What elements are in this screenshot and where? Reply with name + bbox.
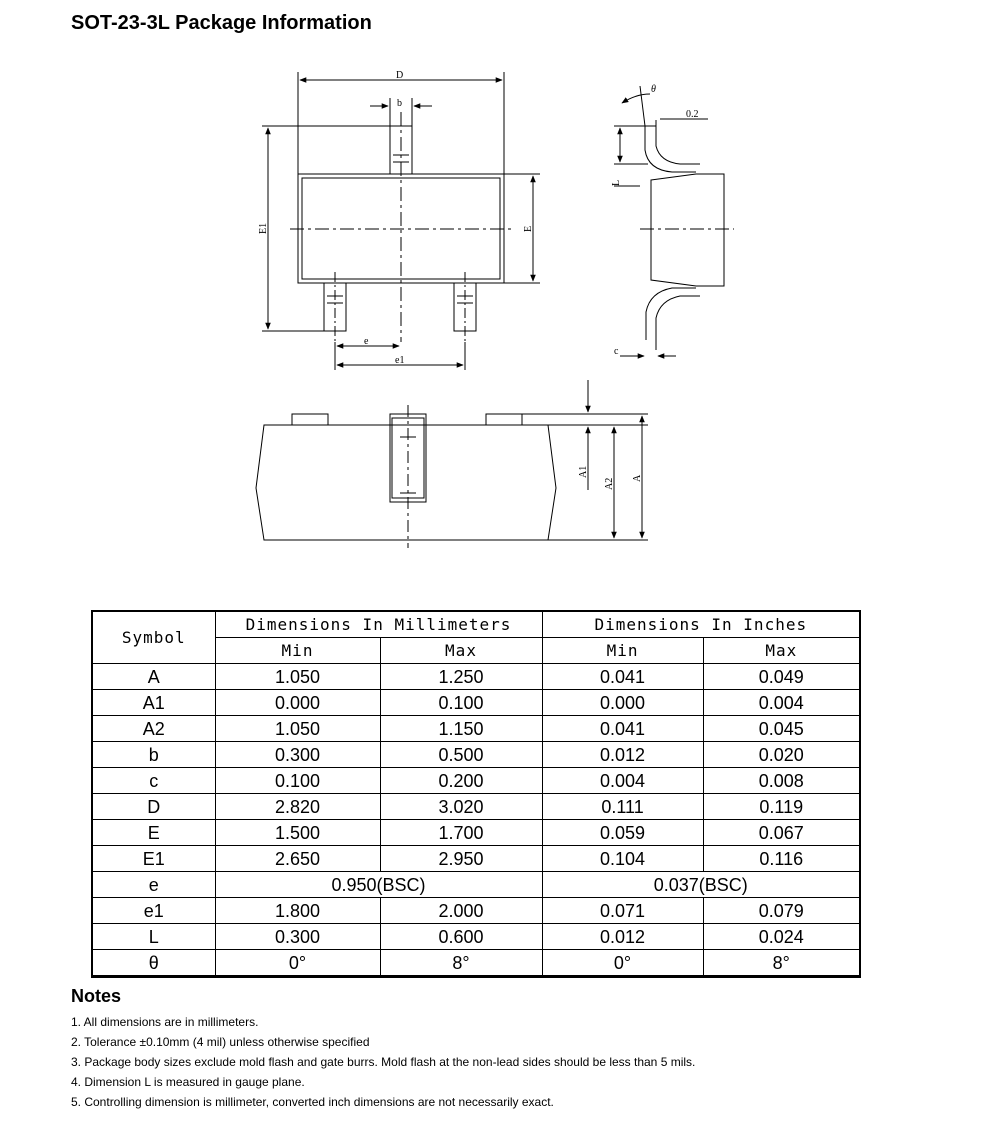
label-theta: θ <box>651 84 656 95</box>
cell-in-min: 0.059 <box>542 820 703 846</box>
cell-in-max: 0.024 <box>703 924 860 950</box>
cell-symbol: A <box>92 664 215 690</box>
label-e1: e1 <box>395 355 405 366</box>
cell-symbol: E1 <box>92 846 215 872</box>
header-mm-max: Max <box>380 638 542 664</box>
table-row <box>92 768 860 794</box>
note-item: 1. All dimensions are in millimeters. <box>71 1015 259 1029</box>
label-L: L <box>611 179 622 186</box>
header-in-min: Min <box>542 638 703 664</box>
cell-mm-min: 0.100 <box>215 768 380 794</box>
notes-list <box>71 1012 695 1112</box>
cell-in-max: 0.045 <box>703 716 860 742</box>
front-view <box>256 380 648 548</box>
table-row <box>92 846 860 872</box>
cell-in-max: 0.008 <box>703 768 860 794</box>
cell-symbol: A1 <box>92 690 215 716</box>
front-body-outline <box>256 425 556 540</box>
cell-symbol: E <box>92 820 215 846</box>
cell-in-max: 0.067 <box>703 820 860 846</box>
dimensions-table <box>91 610 861 978</box>
cell-mm-min: 1.500 <box>215 820 380 846</box>
cell-mm-max: 1.250 <box>380 664 542 690</box>
cell-symbol: e1 <box>92 898 215 924</box>
header-mm-min: Min <box>215 638 380 664</box>
cell-in-min: 0.012 <box>542 924 703 950</box>
cell-symbol: e <box>92 872 215 898</box>
header-inches: Dimensions In Inches <box>542 611 860 638</box>
table-row <box>92 690 860 716</box>
label-D: D <box>396 70 404 81</box>
cell-in-max: 0.049 <box>703 664 860 690</box>
cell-symbol: A2 <box>92 716 215 742</box>
cell-in-min: 0.041 <box>542 716 703 742</box>
cell-mm-max: 0.500 <box>380 742 542 768</box>
cell-in-bsc: 0.037(BSC) <box>542 872 860 898</box>
cell-mm-max: 2.000 <box>380 898 542 924</box>
note-item: 2. Tolerance ±0.10mm (4 mil) unless otherwise specified <box>71 1035 370 1049</box>
table-row <box>92 924 860 950</box>
label-A: A <box>632 474 643 482</box>
cell-symbol: D <box>92 794 215 820</box>
note-item: 5. Controlling dimension is millimeter, converted inch dimensions are not necessarily exact. <box>71 1095 554 1109</box>
cell-mm-max: 3.020 <box>380 794 542 820</box>
cell-in-min: 0.004 <box>542 768 703 794</box>
cell-in-min: 0.111 <box>542 794 703 820</box>
cell-mm-max: 0.600 <box>380 924 542 950</box>
label-c: c <box>614 346 619 357</box>
cell-in-max: 0.119 <box>703 794 860 820</box>
table-row <box>92 716 860 742</box>
table-row <box>92 872 860 898</box>
cell-in-min: 0.041 <box>542 664 703 690</box>
side-body-outline <box>651 174 724 286</box>
cell-mm-bsc: 0.950(BSC) <box>215 872 542 898</box>
cell-symbol: θ <box>92 950 215 977</box>
note-item: 3. Package body sizes exclude mold flash and gate burrs. Mold flash at the non-lead sides should be less than 5 mils. <box>71 1055 696 1069</box>
cell-symbol: b <box>92 742 215 768</box>
cell-in-min: 0.012 <box>542 742 703 768</box>
table-row <box>92 820 860 846</box>
cell-mm-min: 0.000 <box>215 690 380 716</box>
label-0-2: 0.2 <box>686 109 699 120</box>
cell-mm-min: 1.050 <box>215 664 380 690</box>
notes-title: Notes <box>71 986 122 1006</box>
cell-in-max: 0.079 <box>703 898 860 924</box>
cell-mm-min: 0.300 <box>215 924 380 950</box>
cell-mm-max: 2.950 <box>380 846 542 872</box>
label-b: b <box>397 98 402 109</box>
header-symbol: Symbol <box>92 611 215 664</box>
note-item: 4. Dimension L is measured in gauge plane. <box>71 1075 305 1089</box>
cell-mm-max: 8° <box>380 950 542 977</box>
cell-symbol: c <box>92 768 215 794</box>
cell-symbol: L <box>92 924 215 950</box>
label-E: E <box>523 225 534 232</box>
cell-in-min: 0.104 <box>542 846 703 872</box>
table-row <box>92 898 860 924</box>
header-in-max: Max <box>703 638 860 664</box>
cell-mm-max: 1.150 <box>380 716 542 742</box>
cell-mm-min: 0° <box>215 950 380 977</box>
page-title: SOT-23-3L Package Information <box>71 12 372 34</box>
top-view <box>262 72 540 370</box>
cell-mm-max: 0.200 <box>380 768 542 794</box>
label-e: e <box>364 336 369 347</box>
table-row <box>92 950 860 977</box>
cell-mm-max: 1.700 <box>380 820 542 846</box>
cell-in-min: 0.000 <box>542 690 703 716</box>
header-millimeters: Dimensions In Millimeters <box>215 611 542 638</box>
table-row <box>92 664 860 690</box>
side-view <box>614 86 734 356</box>
cell-in-max: 0.116 <box>703 846 860 872</box>
cell-in-max: 0.020 <box>703 742 860 768</box>
cell-mm-min: 0.300 <box>215 742 380 768</box>
label-A2: A2 <box>604 477 615 490</box>
label-A1: A1 <box>578 465 589 478</box>
cell-mm-min: 1.800 <box>215 898 380 924</box>
cell-mm-min: 1.050 <box>215 716 380 742</box>
table-row <box>92 742 860 768</box>
cell-in-min: 0° <box>542 950 703 977</box>
table-header-row <box>92 611 860 638</box>
cell-mm-max: 0.100 <box>380 690 542 716</box>
cell-in-max: 8° <box>703 950 860 977</box>
table-row <box>92 794 860 820</box>
cell-in-max: 0.004 <box>703 690 860 716</box>
cell-mm-min: 2.650 <box>215 846 380 872</box>
cell-mm-min: 2.820 <box>215 794 380 820</box>
cell-in-min: 0.071 <box>542 898 703 924</box>
label-E1: E1 <box>258 222 269 234</box>
